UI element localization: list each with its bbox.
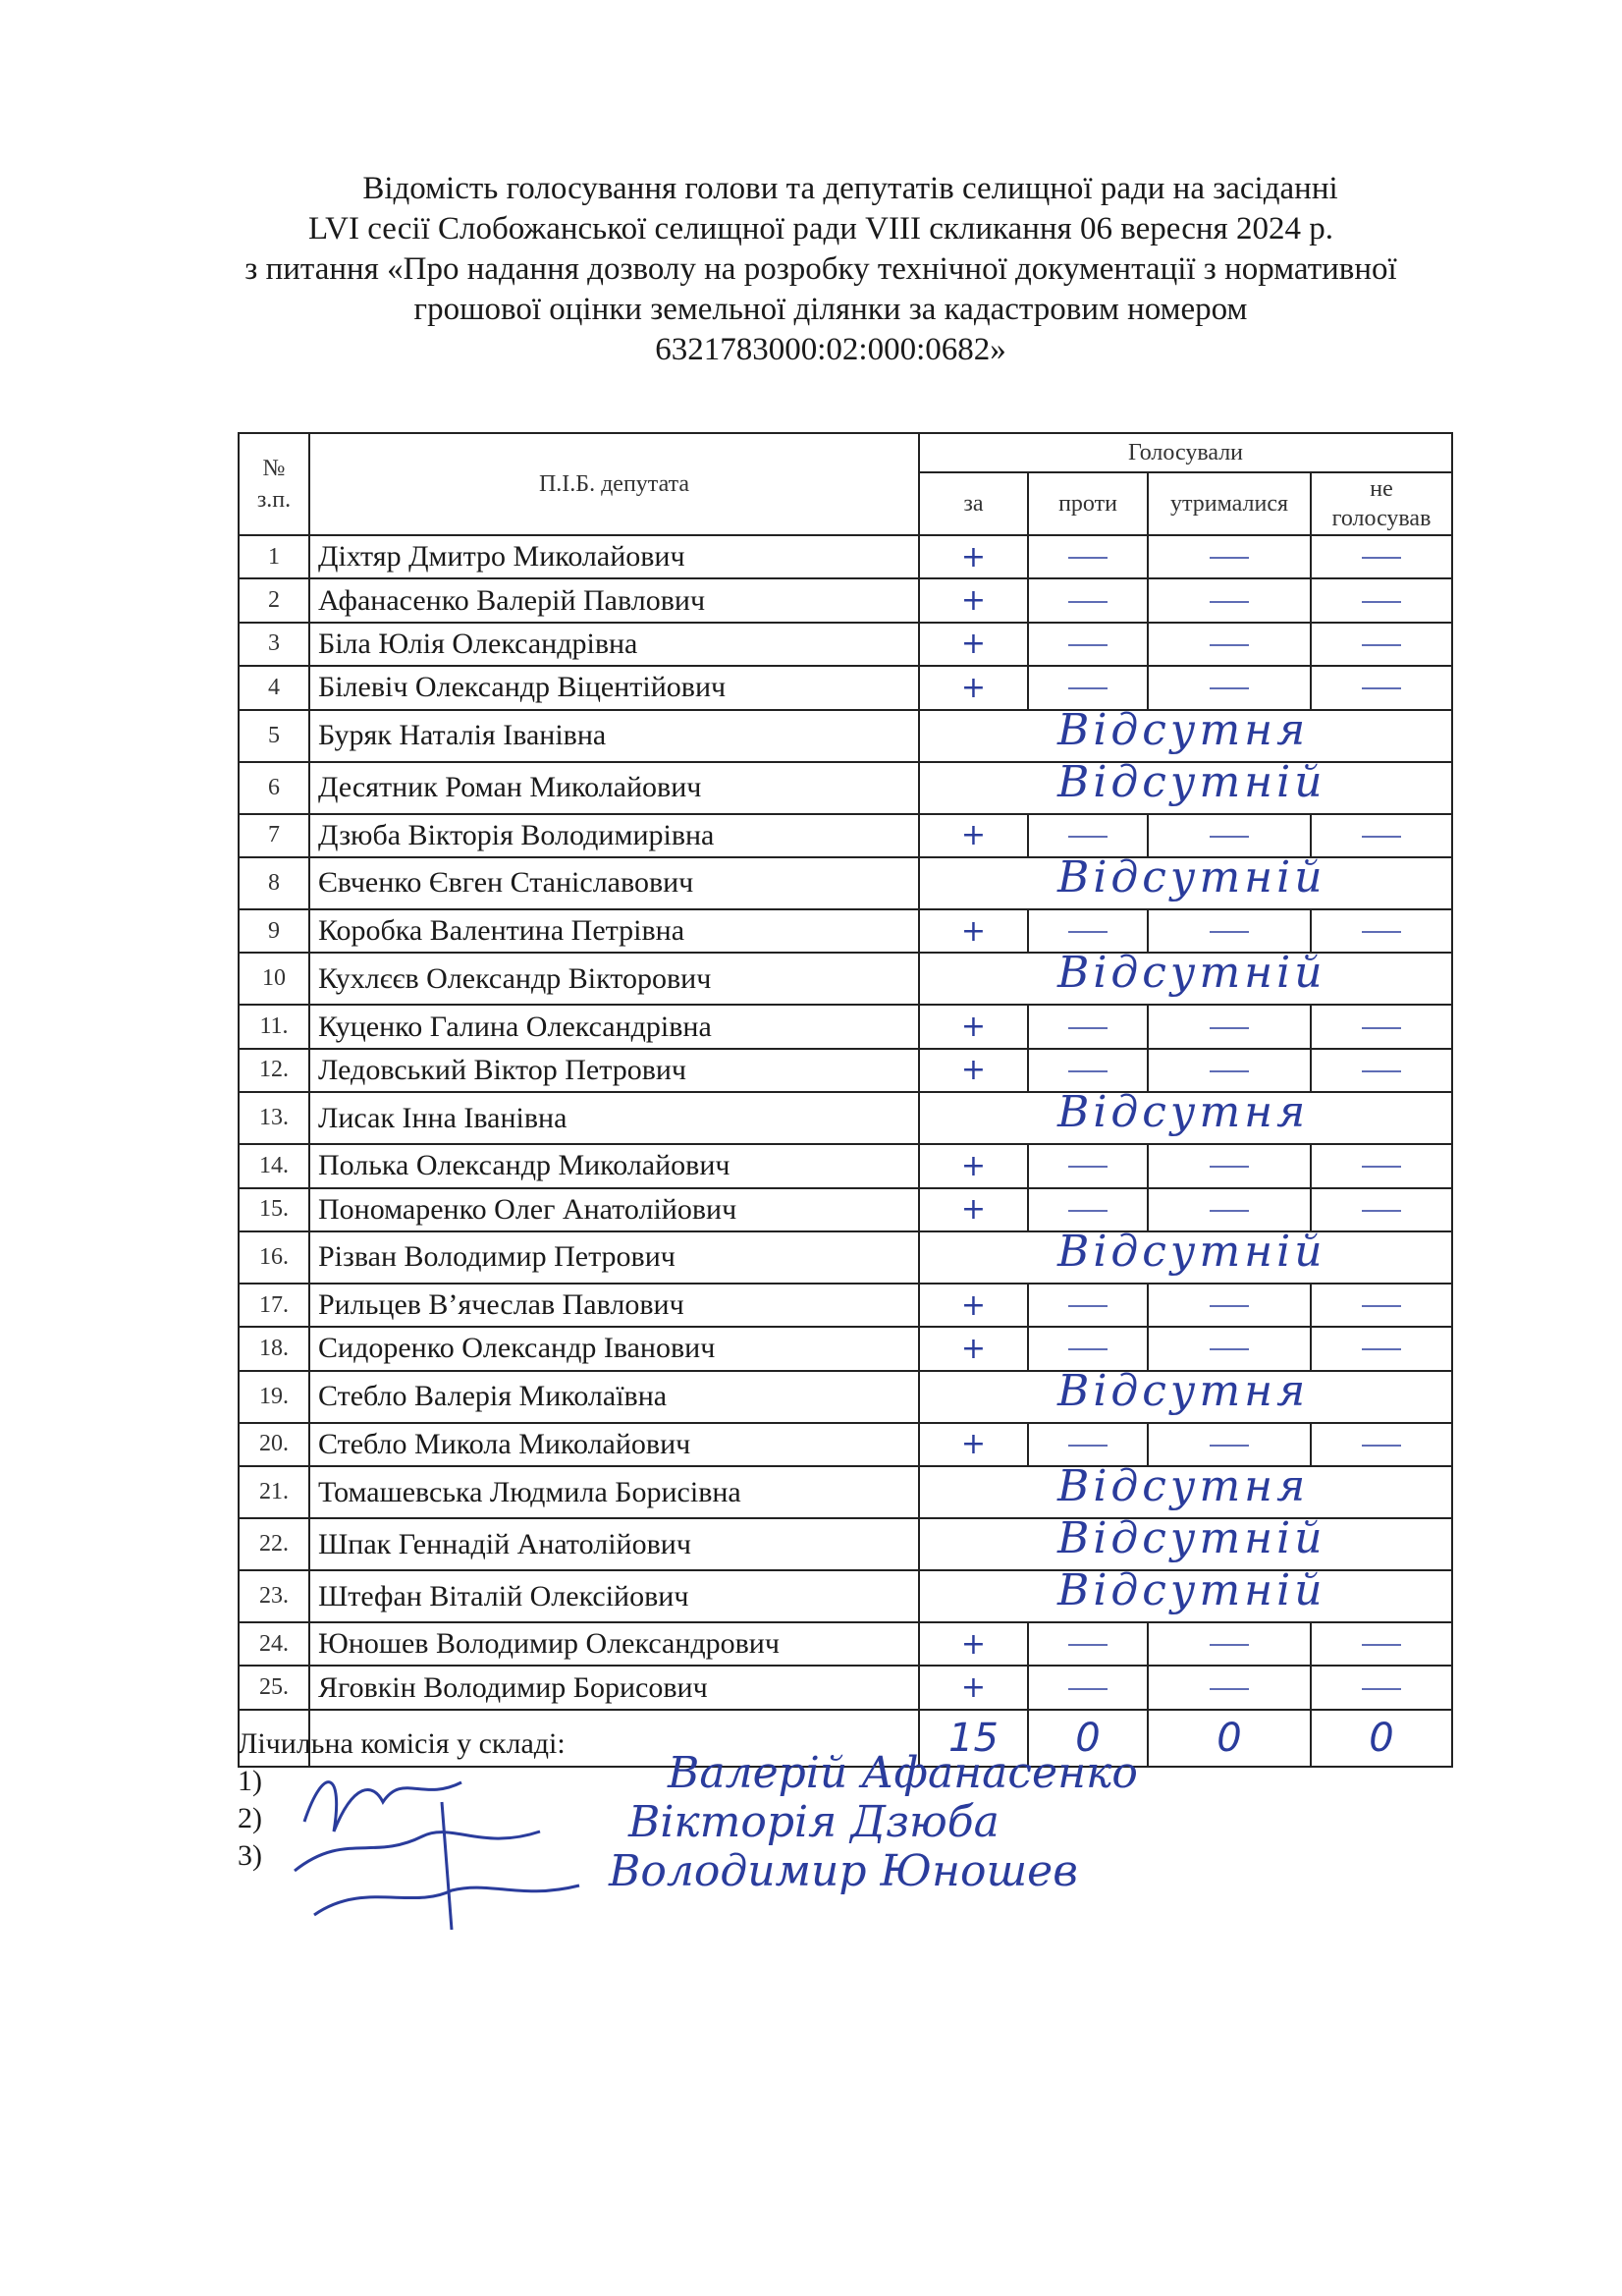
absent-note-cell bbox=[919, 1087, 1452, 1144]
row-number: 9 bbox=[239, 909, 309, 953]
vote-not-voted-dash bbox=[1311, 623, 1452, 666]
vote-against-dash bbox=[1028, 535, 1148, 578]
deputy-name: Юношев Володимир Олександрович bbox=[309, 1622, 919, 1666]
dash-mark bbox=[1362, 644, 1401, 646]
dash-mark bbox=[1068, 1305, 1108, 1307]
vote-for-mark: + bbox=[919, 1666, 1028, 1709]
vote-not-voted-dash bbox=[1311, 1005, 1452, 1048]
signature-2: Вікторія Дзюба bbox=[628, 1797, 1000, 1847]
vote-against-dash bbox=[1028, 1327, 1148, 1370]
absent-note: Відсутній bbox=[1057, 948, 1326, 999]
title-line-2: LVI сесії Слобожанської селищної ради VIII скликання 06 вересня 2024 р. bbox=[308, 211, 1333, 246]
vote-not-voted-dash bbox=[1311, 666, 1452, 709]
dash-mark bbox=[1362, 1070, 1401, 1072]
vote-against-dash bbox=[1028, 1622, 1148, 1666]
dash-mark bbox=[1068, 931, 1108, 933]
vote-against-dash bbox=[1028, 1188, 1148, 1231]
dash-mark bbox=[1210, 1210, 1249, 1212]
row-number: 21. bbox=[239, 1466, 309, 1518]
absent-note: Відсутній bbox=[1057, 1513, 1326, 1564]
row-number: 16. bbox=[239, 1231, 309, 1284]
row-number: 13. bbox=[239, 1092, 309, 1144]
vote-abstain-dash bbox=[1148, 814, 1311, 857]
vote-for-mark: + bbox=[919, 1005, 1028, 1048]
commission-item-3: 3) bbox=[238, 1839, 262, 1872]
vote-abstain-dash bbox=[1148, 578, 1311, 622]
vote-for-mark: + bbox=[919, 1622, 1028, 1666]
dash-mark bbox=[1362, 1027, 1401, 1029]
row-number: 4 bbox=[239, 666, 309, 709]
dash-mark bbox=[1210, 836, 1249, 838]
dash-mark bbox=[1362, 601, 1401, 603]
vote-not-voted-dash bbox=[1311, 578, 1452, 622]
table-row bbox=[239, 953, 1452, 1005]
signature-3: Володимир Юношев bbox=[609, 1846, 1078, 1896]
row-number: 17. bbox=[239, 1284, 309, 1327]
dash-mark bbox=[1210, 687, 1249, 689]
absent-note-cell bbox=[919, 948, 1452, 1005]
vote-against-dash bbox=[1028, 814, 1148, 857]
row-number: 14. bbox=[239, 1144, 309, 1187]
absent-note-cell bbox=[919, 1226, 1452, 1284]
header-abstain: утрималися bbox=[1148, 472, 1311, 535]
total-for: 15 bbox=[919, 1710, 1028, 1767]
header-number bbox=[239, 433, 309, 535]
table-row bbox=[239, 535, 1452, 578]
title-line-4: грошової оцінки земельної ділянки за кадастровим номером bbox=[413, 292, 1248, 327]
vote-for-mark: + bbox=[919, 578, 1028, 622]
row-number: 12. bbox=[239, 1049, 309, 1092]
table-row bbox=[239, 578, 1452, 622]
row-number: 3 bbox=[239, 623, 309, 666]
table-row bbox=[239, 1327, 1452, 1370]
absent-note-cell bbox=[919, 704, 1452, 762]
row-number: 19. bbox=[239, 1371, 309, 1423]
vote-not-voted-dash bbox=[1311, 1144, 1452, 1187]
table-row bbox=[239, 1231, 1452, 1284]
table-row bbox=[239, 1518, 1452, 1570]
header-for: за bbox=[919, 472, 1028, 535]
dash-mark bbox=[1210, 1644, 1249, 1646]
table-row bbox=[239, 1092, 1452, 1144]
vote-abstain-dash bbox=[1148, 623, 1311, 666]
row-number: 25. bbox=[239, 1666, 309, 1709]
dash-mark bbox=[1362, 1348, 1401, 1350]
row-number: 24. bbox=[239, 1622, 309, 1666]
vote-abstain-dash bbox=[1148, 1049, 1311, 1092]
vote-abstain-dash bbox=[1148, 1188, 1311, 1231]
table-row bbox=[239, 814, 1452, 857]
table-row bbox=[239, 857, 1452, 909]
dash-mark bbox=[1068, 601, 1108, 603]
vote-for-mark: + bbox=[919, 1144, 1028, 1187]
vote-against-dash bbox=[1028, 1666, 1148, 1709]
absent-note: Відсутня bbox=[1057, 1365, 1310, 1416]
vote-against-dash bbox=[1028, 1284, 1148, 1327]
vote-not-voted-dash bbox=[1311, 535, 1452, 578]
vote-against-dash bbox=[1028, 1049, 1148, 1092]
vote-for-mark: + bbox=[919, 1049, 1028, 1092]
dash-mark bbox=[1068, 557, 1108, 559]
deputy-name: Полька Олександр Миколайович bbox=[309, 1144, 919, 1187]
vote-against-dash bbox=[1028, 1144, 1148, 1187]
vote-not-voted-dash bbox=[1311, 814, 1452, 857]
deputy-name: Різван Володимир Петрович bbox=[309, 1231, 919, 1284]
deputy-name: Штефан Віталій Олексійович bbox=[309, 1570, 919, 1622]
table-row bbox=[239, 1666, 1452, 1709]
row-number: 11. bbox=[239, 1005, 309, 1048]
absent-note: Відсутній bbox=[1057, 851, 1326, 902]
deputy-name: Буряк Наталія Іванівна bbox=[309, 710, 919, 762]
dash-mark bbox=[1210, 1070, 1249, 1072]
dash-mark bbox=[1362, 1644, 1401, 1646]
table-row bbox=[239, 1188, 1452, 1231]
deputy-name: Лисак Інна Іванівна bbox=[309, 1092, 919, 1144]
commission-heading: Лічильна комісія у складі: bbox=[238, 1727, 566, 1760]
deputy-name: Стебло Микола Миколайович bbox=[309, 1423, 919, 1466]
absent-note: Відсутня bbox=[1057, 704, 1310, 755]
deputy-name: Ледовський Віктор Петрович bbox=[309, 1049, 919, 1092]
table-row bbox=[239, 1049, 1452, 1092]
vote-against-dash bbox=[1028, 666, 1148, 709]
document-title bbox=[0, 169, 1622, 370]
dash-mark bbox=[1362, 931, 1401, 933]
dash-mark bbox=[1362, 687, 1401, 689]
table-row bbox=[239, 1622, 1452, 1666]
absent-note: Відсутній bbox=[1057, 1226, 1326, 1277]
header-number-line2: з.п. bbox=[256, 487, 292, 513]
vote-for-mark: + bbox=[919, 1188, 1028, 1231]
vote-against-dash bbox=[1028, 1005, 1148, 1048]
vote-not-voted-dash bbox=[1311, 1049, 1452, 1092]
absent-note: Відсутній bbox=[1057, 1565, 1326, 1616]
vote-not-voted-dash bbox=[1311, 1666, 1452, 1709]
deputy-name: Біла Юлія Олександрівна bbox=[309, 623, 919, 666]
deputy-name: Куценко Галина Олександрівна bbox=[309, 1005, 919, 1048]
vote-against-dash bbox=[1028, 578, 1148, 622]
deputy-name: Стебло Валерія Миколаївна bbox=[309, 1371, 919, 1423]
header-not-voted-line1: не bbox=[1370, 476, 1393, 502]
vote-abstain-dash bbox=[1148, 909, 1311, 953]
row-number: 18. bbox=[239, 1327, 309, 1370]
deputy-name: Афанасенко Валерій Павлович bbox=[309, 578, 919, 622]
vote-not-voted-dash bbox=[1311, 1188, 1452, 1231]
dash-mark bbox=[1210, 1348, 1249, 1350]
deputy-name: Сидоренко Олександр Іванович bbox=[309, 1327, 919, 1370]
vote-not-voted-dash bbox=[1311, 1284, 1452, 1327]
dash-mark bbox=[1068, 687, 1108, 689]
dash-mark bbox=[1068, 1027, 1108, 1029]
vote-abstain-dash bbox=[1148, 1144, 1311, 1187]
deputy-name: Томашевська Людмила Борисівна bbox=[309, 1466, 919, 1518]
dash-mark bbox=[1362, 1210, 1401, 1212]
deputy-name: Яговкін Володимир Борисович bbox=[309, 1666, 919, 1709]
header-voted: Голосували bbox=[919, 433, 1452, 472]
dash-mark bbox=[1068, 1688, 1108, 1690]
vote-not-voted-dash bbox=[1311, 909, 1452, 953]
row-number: 10 bbox=[239, 953, 309, 1005]
deputy-name: Білевіч Олександр Віцентійович bbox=[309, 666, 919, 709]
vote-for-mark: + bbox=[919, 535, 1028, 578]
dash-mark bbox=[1362, 1305, 1401, 1307]
row-number: 8 bbox=[239, 857, 309, 909]
vote-abstain-dash bbox=[1148, 1284, 1311, 1327]
vote-for-mark: + bbox=[919, 623, 1028, 666]
absent-note-cell bbox=[919, 851, 1452, 909]
table-row bbox=[239, 710, 1452, 762]
dash-mark bbox=[1068, 1210, 1108, 1212]
dash-mark bbox=[1068, 644, 1108, 646]
signature-scrawls bbox=[285, 1743, 638, 1940]
header-against: проти bbox=[1028, 472, 1148, 535]
vote-for-mark: + bbox=[919, 1327, 1028, 1370]
deputy-name: Євченко Євген Станіславович bbox=[309, 857, 919, 909]
vote-for-mark: + bbox=[919, 1284, 1028, 1327]
header-name: П.І.Б. депутата bbox=[309, 433, 919, 535]
deputy-name: Десятник Роман Миколайович bbox=[309, 762, 919, 814]
table-row bbox=[239, 1005, 1452, 1048]
table-row bbox=[239, 1371, 1452, 1423]
table-row bbox=[239, 762, 1452, 814]
row-number: 7 bbox=[239, 814, 309, 857]
dash-mark bbox=[1068, 1644, 1108, 1646]
deputy-name: Коробка Валентина Петрівна bbox=[309, 909, 919, 953]
absent-note: Відсутня bbox=[1057, 1461, 1310, 1512]
row-number: 6 bbox=[239, 762, 309, 814]
dash-mark bbox=[1210, 644, 1249, 646]
absent-note-cell bbox=[919, 756, 1452, 814]
deputy-name: Рильцев В’ячеслав Павлович bbox=[309, 1284, 919, 1327]
header-number-line1: № bbox=[262, 456, 286, 481]
vote-abstain-dash bbox=[1148, 1622, 1311, 1666]
vote-abstain-dash bbox=[1148, 666, 1311, 709]
dash-mark bbox=[1210, 1445, 1249, 1447]
table-row bbox=[239, 1423, 1452, 1466]
row-number: 22. bbox=[239, 1518, 309, 1570]
vote-not-voted-dash bbox=[1311, 1327, 1452, 1370]
dash-mark bbox=[1362, 1445, 1401, 1447]
vote-abstain-dash bbox=[1148, 1327, 1311, 1370]
vote-not-voted-dash bbox=[1311, 1622, 1452, 1666]
dash-mark bbox=[1068, 836, 1108, 838]
deputy-name: Шпак Геннадій Анатолійович bbox=[309, 1518, 919, 1570]
commission-item-1: 1) bbox=[238, 1765, 262, 1797]
dash-mark bbox=[1210, 1305, 1249, 1307]
vote-not-voted-dash bbox=[1311, 1423, 1452, 1466]
signature-1: Валерій Афанасенко bbox=[668, 1748, 1138, 1798]
vote-for-mark: + bbox=[919, 666, 1028, 709]
row-number: 2 bbox=[239, 578, 309, 622]
vote-abstain-dash bbox=[1148, 535, 1311, 578]
table-row bbox=[239, 1144, 1452, 1187]
vote-for-mark: + bbox=[919, 1423, 1028, 1466]
dash-mark bbox=[1362, 1688, 1401, 1690]
table-row bbox=[239, 666, 1452, 709]
absent-note: Відсутній bbox=[1057, 756, 1326, 807]
dash-mark bbox=[1210, 1166, 1249, 1168]
vote-for-mark: + bbox=[919, 909, 1028, 953]
dash-mark bbox=[1362, 836, 1401, 838]
dash-mark bbox=[1210, 931, 1249, 933]
row-number: 15. bbox=[239, 1188, 309, 1231]
dash-mark bbox=[1210, 1027, 1249, 1029]
dash-mark bbox=[1068, 1445, 1108, 1447]
title-line-1: Відомість голосування голови та депутатів селищної ради на засіданні bbox=[362, 171, 1338, 206]
table-row bbox=[239, 623, 1452, 666]
row-number: 1 bbox=[239, 535, 309, 578]
row-number: 23. bbox=[239, 1570, 309, 1622]
title-line-5: 6321783000:02:000:0682» bbox=[655, 332, 1006, 367]
absent-note: Відсутня bbox=[1057, 1087, 1310, 1138]
dash-mark bbox=[1362, 1166, 1401, 1168]
dash-mark bbox=[1068, 1348, 1108, 1350]
dash-mark bbox=[1362, 557, 1401, 559]
total-abstain: 0 bbox=[1148, 1710, 1311, 1767]
voting-table bbox=[238, 432, 1453, 1768]
vote-for-mark: + bbox=[919, 814, 1028, 857]
dash-mark bbox=[1068, 1070, 1108, 1072]
row-number: 5 bbox=[239, 710, 309, 762]
deputy-name: Діхтяр Дмитро Миколайович bbox=[309, 535, 919, 578]
absent-note-cell bbox=[919, 1565, 1452, 1622]
dash-mark bbox=[1068, 1166, 1108, 1168]
dash-mark bbox=[1210, 1688, 1249, 1690]
vote-abstain-dash bbox=[1148, 1423, 1311, 1466]
total-against: 0 bbox=[1028, 1710, 1148, 1767]
deputy-name: Дзюба Вікторія Володимирівна bbox=[309, 814, 919, 857]
table-row bbox=[239, 909, 1452, 953]
absent-note-cell bbox=[919, 1365, 1452, 1423]
total-not-voted: 0 bbox=[1311, 1710, 1452, 1767]
deputy-name: Пономаренко Олег Анатолійович bbox=[309, 1188, 919, 1231]
vote-against-dash bbox=[1028, 1423, 1148, 1466]
title-line-3: з питання «Про надання дозволу на розробку технічної документації з нормативної bbox=[244, 251, 1397, 287]
table-row bbox=[239, 1284, 1452, 1327]
absent-note-cell bbox=[919, 1513, 1452, 1570]
row-number: 20. bbox=[239, 1423, 309, 1466]
vote-abstain-dash bbox=[1148, 1005, 1311, 1048]
dash-mark bbox=[1210, 601, 1249, 603]
absent-note-cell bbox=[919, 1461, 1452, 1518]
commission-item-2: 2) bbox=[238, 1802, 262, 1834]
table-row bbox=[239, 1570, 1452, 1622]
table-row bbox=[239, 1466, 1452, 1518]
header-not-voted bbox=[1311, 472, 1452, 535]
vote-against-dash bbox=[1028, 623, 1148, 666]
vote-against-dash bbox=[1028, 909, 1148, 953]
deputy-name: Кухлєєв Олександр Вікторович bbox=[309, 953, 919, 1005]
dash-mark bbox=[1210, 557, 1249, 559]
vote-abstain-dash bbox=[1148, 1666, 1311, 1709]
header-not-voted-line2: голосував bbox=[1331, 506, 1432, 531]
